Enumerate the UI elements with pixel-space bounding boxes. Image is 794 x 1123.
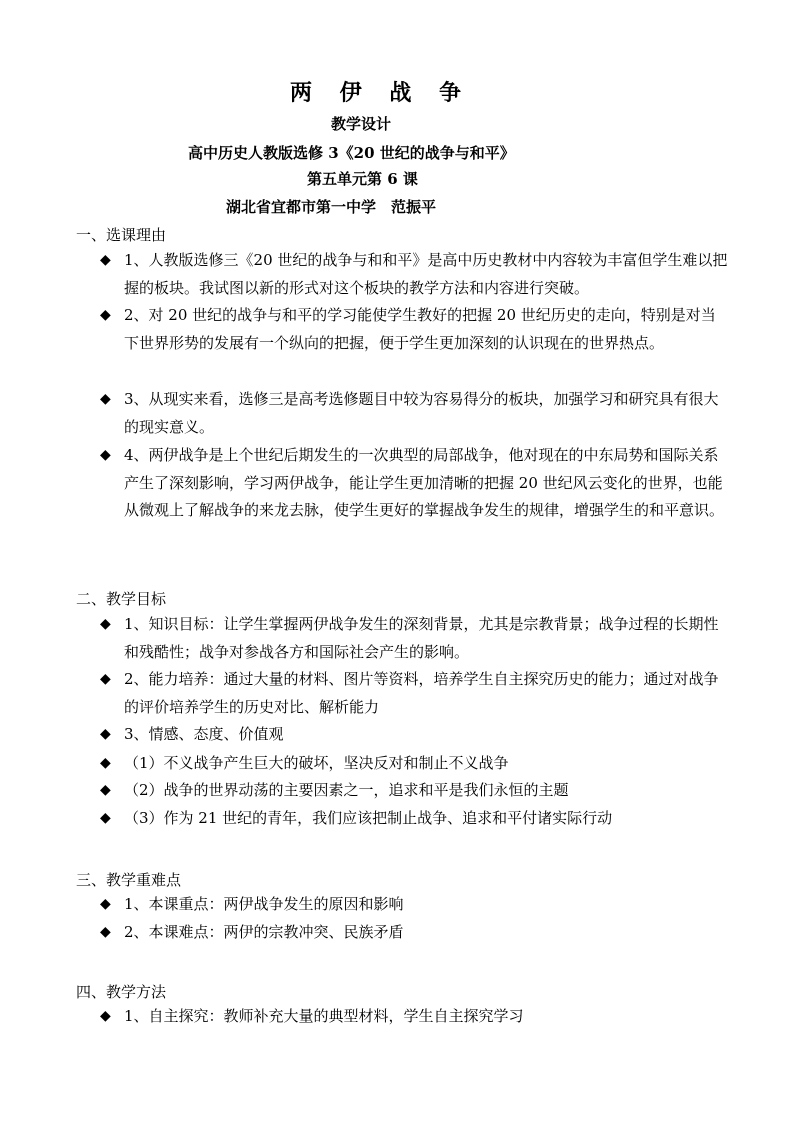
diamond-bullet-icon: ◆	[100, 782, 111, 798]
list-item-text: 2、本课难点：两伊的宗教冲突、民族矛盾	[124, 923, 404, 941]
list-item-text: 2、对 20 世纪的战争与和平的学习能使学生教好的把握 20 世纪历史的走向，特别是对当下世界形势的发展有一个纵向的把握，便于学生更加深刻的认识现在的世界热点。	[124, 306, 716, 352]
list-item	[100, 891, 730, 919]
list-item	[100, 611, 730, 666]
list-item-text: （3）作为 21 世纪的青年，我们应该把制止战争、追求和平付诸实际行动	[124, 809, 613, 827]
subtitle-author: 湖北省宜都市第一中学 范振平	[226, 198, 437, 216]
diamond-bullet-icon: ◆	[100, 810, 111, 826]
list-item-text: （2）战争的世界动荡的主要因素之一，追求和平是我们永恒的主题	[124, 781, 569, 799]
subtitle-unit: 第五单元第 6 课	[307, 170, 418, 188]
list-item	[100, 1003, 730, 1031]
section-heading-objectives: 二、教学目标	[76, 590, 167, 608]
diamond-bullet-icon: ◆	[100, 447, 111, 463]
section-heading-reasons: 一、选课理由	[76, 226, 167, 244]
list-item	[100, 302, 730, 357]
diamond-bullet-icon: ◆	[100, 726, 111, 742]
list-item	[100, 805, 730, 833]
diamond-bullet-icon: ◆	[100, 391, 111, 407]
list-item-text: 2、能力培养：通过大量的材料、图片等资料，培养学生自主探究历史的能力；通过对战争的评价培养学生的历史对比、解析能力	[124, 670, 719, 716]
list-item	[100, 247, 730, 302]
diamond-bullet-icon: ◆	[100, 252, 111, 268]
subtitle-design: 教学设计	[331, 115, 392, 133]
list-item	[100, 442, 730, 525]
list-item-text: 1、自主探究：教师补充大量的典型材料，学生自主探究学习	[124, 1007, 524, 1025]
list-item-text: 1、知识目标：让学生掌握两伊战争发生的深刻背景，尤其是宗教背景；战争过程的长期性和残酷性；战争对参战各方和国际社会产生的影响。	[124, 615, 719, 661]
document-title: 两 伊 战 争	[290, 80, 471, 106]
list-item-text: 4、两伊战争是上个世纪后期发生的一次典型的局部战争，他对现在的中东局势和国际关系产生了深刻影响，学习两伊战争，能让学生更加清晰的把握 20 世纪风云变化的世界，也能从微观上了解战争的来龙去脉，使学生更好的掌握战争发生的规律，增强学生的和平意识。	[124, 446, 725, 519]
list-item-text: （1）不义战争产生巨大的破坏，坚决反对和制止不义战争	[124, 754, 509, 772]
diamond-bullet-icon: ◆	[100, 307, 111, 323]
section-heading-key-points: 三、教学重难点	[76, 871, 182, 889]
list-item	[100, 750, 730, 778]
diamond-bullet-icon: ◆	[100, 616, 111, 632]
list-item	[100, 777, 730, 805]
list-item	[100, 919, 730, 947]
list-item	[100, 666, 730, 721]
diamond-bullet-icon: ◆	[100, 755, 111, 771]
diamond-bullet-icon: ◆	[100, 1008, 111, 1024]
list-item-text: 3、情感、态度、价值观	[124, 725, 284, 743]
section-heading-methods: 四、教学方法	[76, 983, 167, 1001]
list-item-text: 3、从现实来看，选修三是高考选修题目中较为容易得分的板块，加强学习和研究具有很大的现实意义。	[124, 390, 719, 436]
list-item	[100, 721, 730, 749]
list-item	[100, 386, 730, 441]
list-item-text: 1、人教版选修三《20 世纪的战争与和和平》是高中历史教材中内容较为丰富但学生难以把握的板块。我试图以新的形式对这个板块的教学方法和内容进行突破。	[124, 251, 728, 297]
diamond-bullet-icon: ◆	[100, 671, 111, 687]
subtitle-course: 高中历史人教版选修 3《20 世纪的战争与和平》	[188, 144, 515, 162]
diamond-bullet-icon: ◆	[100, 896, 111, 912]
list-item-text: 1、本课重点：两伊战争发生的原因和影响	[124, 895, 404, 913]
diamond-bullet-icon: ◆	[100, 924, 111, 940]
